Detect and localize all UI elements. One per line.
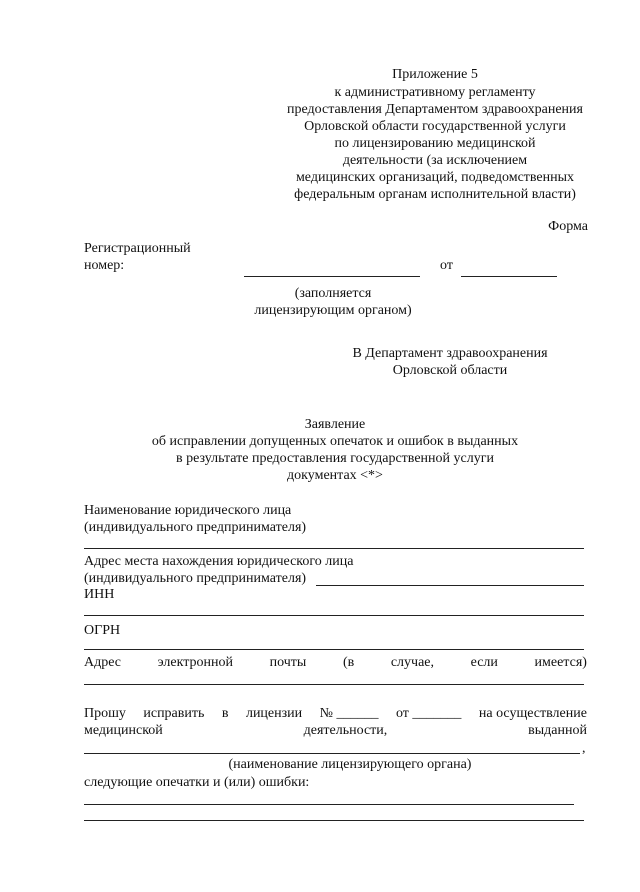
email-field[interactable] [84, 684, 584, 685]
registration-note-1: (заполняется [294, 286, 372, 301]
appendix-line-5: деятельности (за исключением [342, 153, 528, 168]
registration-label-1: Регистрационный [84, 241, 191, 256]
licensing-organ-field[interactable] [84, 753, 580, 754]
request-word: в [221, 706, 229, 721]
errors-field-2[interactable] [84, 820, 584, 821]
heading-line-3: в результате предоставления государственной услуги [176, 451, 494, 466]
registration-from-label: от [440, 258, 453, 273]
email-label [84, 654, 587, 671]
registration-date-field[interactable] [461, 276, 557, 277]
registration-number-field[interactable] [244, 276, 420, 277]
appendix-line-6: медицинских организаций, подведомственных [295, 170, 575, 185]
org-name-label-1: Наименование юридического лица [84, 503, 292, 518]
org-name-label-2: (индивидуального предпринимателя) [84, 520, 307, 535]
email-word: Адрес [84, 655, 122, 670]
request-line-1 [84, 705, 587, 722]
errors-field-1[interactable] [84, 804, 574, 805]
licensing-organ-comma: , [582, 741, 586, 756]
org-name-field[interactable] [84, 548, 584, 549]
email-word: случае, [390, 655, 435, 670]
address-label-1: Адрес места нахождения юридического лица [84, 554, 354, 569]
email-word: (в [342, 655, 355, 670]
ogrn-label: ОГРН [84, 623, 121, 638]
email-word: если [470, 655, 498, 670]
email-word: имеется) [534, 655, 587, 670]
request-word: деятельности, [303, 723, 388, 738]
ogrn-field[interactable] [84, 649, 584, 650]
licensing-organ-caption: (наименование лицензирующего органа) [228, 757, 472, 772]
addressee-line-1: В Департамент здравоохранения [352, 346, 548, 361]
request-word: медицинской [84, 723, 163, 738]
license-number-field[interactable]: № ______ [319, 706, 379, 721]
heading-title: Заявление [304, 417, 366, 432]
request-word: лицензии [245, 706, 303, 721]
request-word: Прошу [84, 706, 126, 721]
inn-field[interactable] [84, 615, 584, 616]
email-word: электронной [157, 655, 233, 670]
appendix-line-3: Орловской области государственной услуги [304, 119, 566, 134]
addressee-line-2: Орловской области [392, 363, 508, 378]
appendix-line-2: предоставления Департаментом здравоохранения [287, 102, 583, 117]
request-word: исправить [143, 706, 205, 721]
registration-label-2: номер: [84, 258, 125, 273]
heading-line-4: документах <*> [287, 468, 383, 483]
inn-label: ИНН [84, 587, 115, 602]
address-field[interactable] [316, 585, 584, 586]
address-label-2: (индивидуального предпринимателя) [84, 571, 307, 586]
request-word: выданной [528, 723, 587, 738]
appendix-line-7: федеральным органам исполнительной власти) [294, 187, 576, 202]
registration-note-2: лицензирующим органом) [254, 303, 412, 318]
appendix-title: Приложение 5 [392, 67, 478, 82]
request-word: на осуществление [478, 706, 587, 721]
license-date-field[interactable]: от _______ [395, 706, 462, 721]
request-line-2 [84, 722, 587, 739]
form-label: Форма [548, 219, 588, 234]
appendix-line-4: по лицензированию медицинской [334, 136, 536, 151]
appendix-line-1: к административному регламенту [334, 85, 536, 100]
email-word: почты [269, 655, 307, 670]
heading-line-2: об исправлении допущенных опечаток и ошибок в выданных [151, 434, 519, 449]
errors-label: следующие опечатки и (или) ошибки: [84, 775, 310, 790]
